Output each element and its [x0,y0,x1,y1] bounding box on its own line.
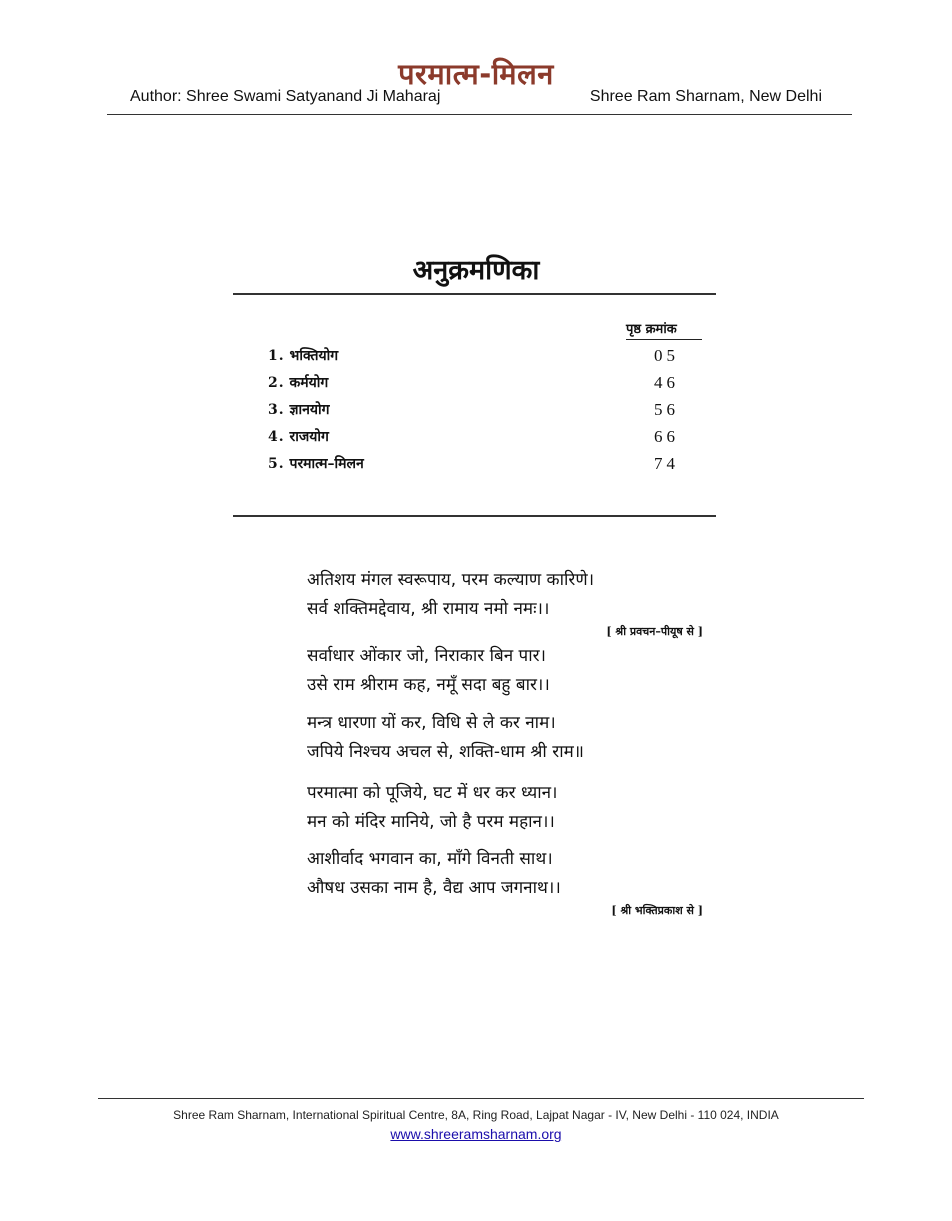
toc-entry [268,454,364,473]
verse-line: आशीर्वाद भगवान का, माँगे विनती साथ। [307,849,553,869]
toc-entry-page: 46 [654,372,679,392]
toc-title: अनुक्रमणिका [412,255,540,286]
toc-entry-page: 74 [654,453,679,473]
publisher-line: Shree Ram Sharnam, New Delhi [589,88,822,105]
author-line: Author: Shree Swami Satyanand Ji Maharaj [130,88,441,105]
toc-entry-number: 1. [268,348,285,364]
toc-row[interactable] [268,369,708,396]
toc-bottom-divider [233,515,716,517]
footer-address: Shree Ram Sharnam, International Spiritual Centre, 8A, Ring Road, Lajpat Nagar - IV, New Delhi - 110 024, INDIA [173,1108,779,1122]
toc-row[interactable] [268,450,708,477]
toc-entry [268,346,338,365]
verse-line: सर्वाधार ओंकार जो, निराकार बिन पार। [307,646,546,666]
toc-entry-number: 3. [268,402,285,418]
toc-entry [268,427,329,446]
verse-line: सर्व शक्तिमद्देवाय, श्री रामाय नमो नमः।। [307,599,550,619]
toc-entry-page: 56 [654,399,679,419]
toc-row[interactable] [268,423,708,450]
verse-2 [307,642,707,700]
verse-4 [307,779,707,837]
toc-entry [268,400,330,419]
verse-3 [307,709,707,767]
toc-entry-number: 2. [268,375,285,391]
verse-line: परमात्मा को पूजिये, घट में धर कर ध्यान। [307,783,558,803]
verse-citation: [ श्री प्रवचन–पीयूष से ] [606,625,703,638]
toc-entry-label: कर्मयोग [289,375,329,391]
toc-entry-number: 4. [268,429,285,445]
verse-line: मन को मंदिर मानिये, जो है परम महान।। [307,812,555,832]
toc-entry-label: भक्तियोग [289,348,339,364]
verse-citation: [ श्री भक्तिप्रकाश से ] [611,904,703,917]
verse-1 [307,566,707,640]
verse-line: मन्त्र धारणा यों कर, विधि से ले कर नाम। [307,713,556,733]
toc-entry-label: परमात्म–मिलन [289,456,364,472]
toc-entry-label: ज्ञानयोग [289,402,330,418]
toc-entry-label: राजयोग [289,429,329,445]
toc-entry-number: 5. [268,456,285,472]
page-column-label: पृष्ठ क्रमांक [626,319,702,340]
toc-list [268,342,708,477]
toc-top-divider [233,293,716,295]
verse-line: अतिशय मंगल स्वरूपाय, परम कल्याण कारिणे। [307,570,595,590]
toc-entry-page: 05 [654,345,679,365]
verse-line: उसे राम श्रीराम कह, नमूँ सदा बहु बार।। [307,675,550,695]
toc-row[interactable] [268,396,708,423]
verse-line: जपिये निश्चय अचल से, शक्ति-धाम श्री राम॥ [307,742,584,762]
book-title: परमात्म-मिलन [398,57,554,91]
verse-line: औषध उसका नाम है, वैद्य आप जगनाथ।। [307,878,561,898]
toc-entry-page: 66 [654,426,679,446]
verse-5 [307,845,707,919]
footer-divider [98,1098,864,1099]
toc-row[interactable] [268,342,708,369]
header-divider [107,114,852,115]
website-link[interactable]: www.shreeramsharnam.org [390,1126,562,1142]
toc-entry [268,373,328,392]
